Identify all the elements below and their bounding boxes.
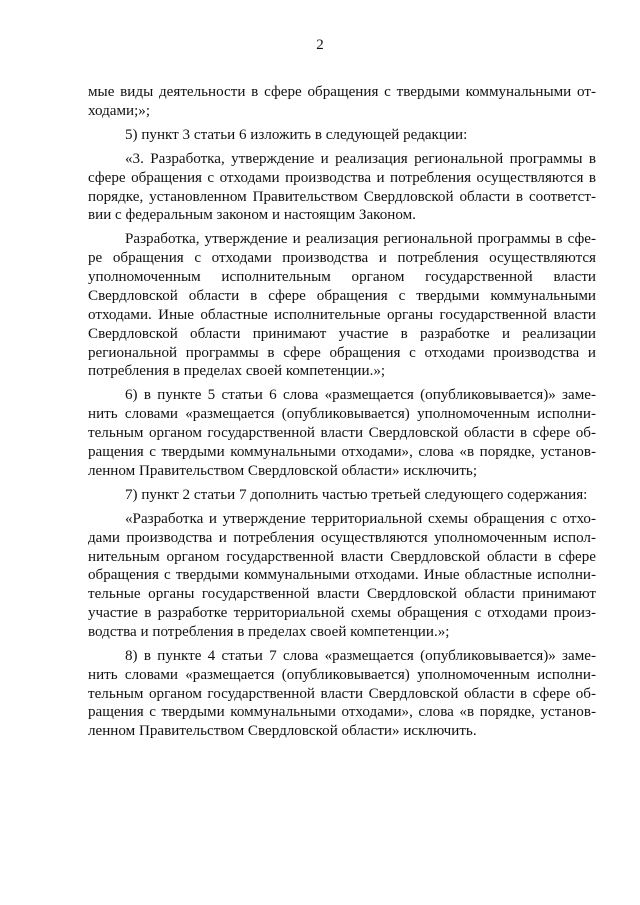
- paragraph-territorial-scheme: «Разработка и утверждение территориальной схемы обращения с отхо-дами производства и потребления осуществляются уполномоченным испол-нительным органом государственной власти Свердловской области в сфере обращения с твердыми коммунальными отходами. Иные областные исполни-тельные органы государственной власти Свердловской области принимают участие в разработке территориальной схемы обращения с отходами произ-водства и потребления в пределах своей компетенции.»;: [88, 510, 596, 640]
- paragraph-item-8: 8) в пункте 4 статьи 7 слова «размещается (опубликовывается)» заме-нить словами «размещается (опубликовывается) уполномоченным исполни-тельным органом государственной власти Свердловской области в сфере об-ращения с твердыми коммунальными отходами», слова «в порядке, установ-ленном Правительством Свердловской области» исключить.: [88, 647, 596, 740]
- paragraph-regional-program: Разработка, утверждение и реализация региональной программы в сфе-ре обращения с отходами производства и потребления осуществляются уполномоченным исполнительным органом государственной власти Свердловской области в сфере обращения с твердыми коммунальными отходами. Иные областные исполнительные органы государственной власти Свердловской области принимают участие в разработке и реализации региональной программы в сфере обращения с отходами производства и потребления в пределах своей компетенции.»;: [88, 231, 596, 380]
- paragraph-continuation: мые виды деятельности в сфере обращения с твердыми коммунальными от-ходами;»;: [88, 84, 596, 119]
- paragraph-quote-clause-3: «3. Разработка, утверждение и реализация региональной программы в сфере обращения с отходами производства и потребления осуществляются в порядке, установленном Правительством Свердловской области в соответст-вии с федеральным законом и настоящим Законом.: [88, 150, 596, 224]
- paragraph-item-6: 6) в пункте 5 статьи 6 слова «размещается (опубликовывается)» заме-нить словами «размещается (опубликовывается) уполномоченным исполни-тельным органом государственной власти Свердловской области в сфере об-ращения с твердыми коммунальными отходами», слова «в порядке, установ-ленном Правительством Свердловской области» исключить;: [88, 387, 596, 479]
- document-body: [88, 83, 596, 746]
- page-number: 2: [316, 37, 324, 53]
- paragraph-item-5: 5) пункт 3 статьи 6 изложить в следующей редакции:: [125, 126, 468, 143]
- paragraph-item-7: 7) пункт 2 статьи 7 дополнить частью третьей следующего содержания:: [125, 486, 588, 503]
